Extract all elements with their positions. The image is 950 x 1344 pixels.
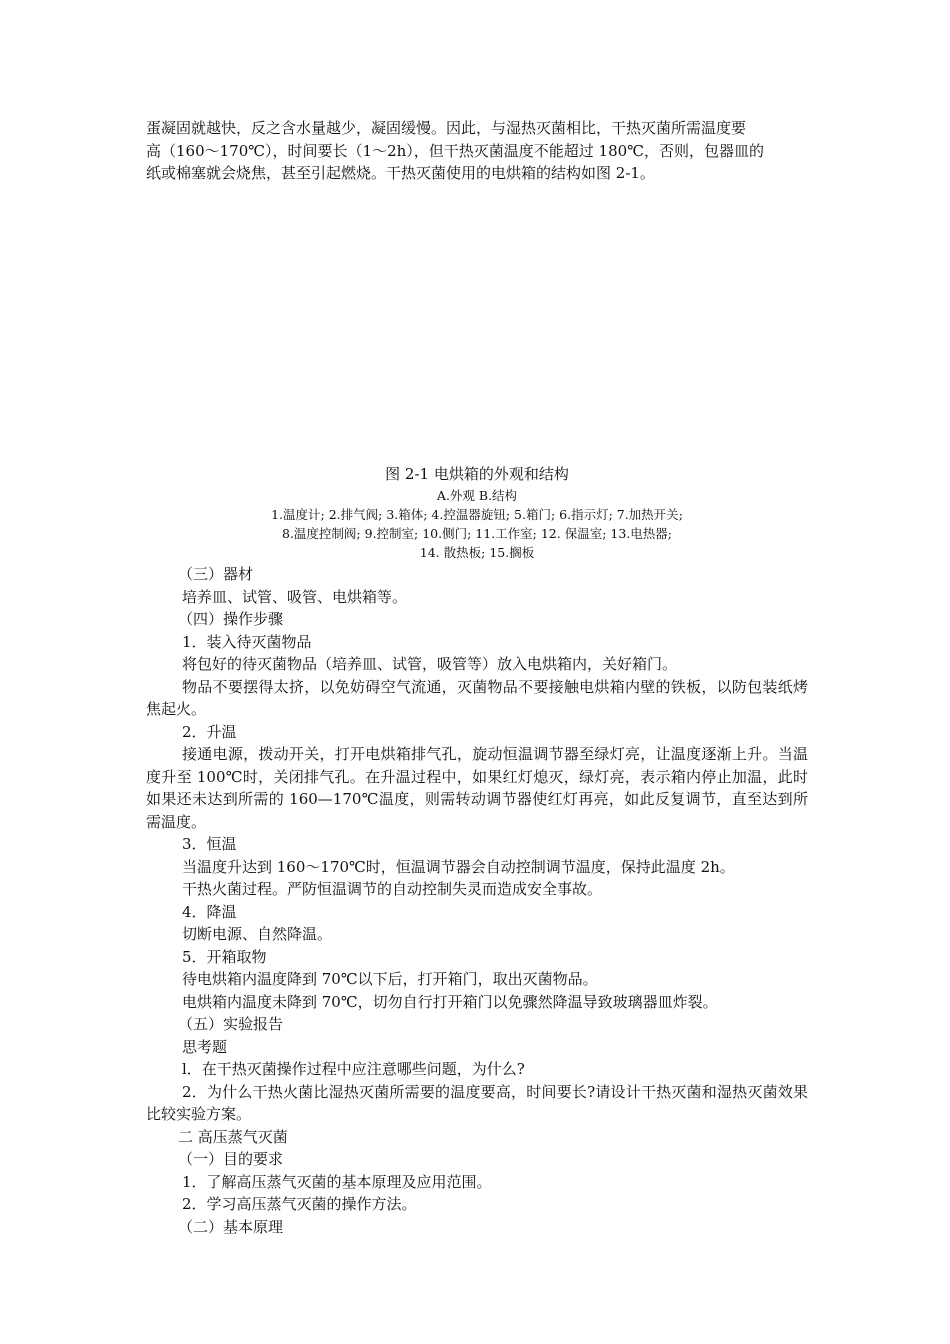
figure-subtitle: A.外观 B.结构 [436,488,518,503]
list-item: 2．学习高压蒸气灭菌的操作方法。 [182,1195,417,1213]
paragraph: 电烘箱内温度未降到 70℃，切勿自行打开箱门以免骤然降温导致玻璃器皿炸裂。 [182,992,718,1011]
paragraph: 培养皿、试管、吸管、电烘箱等。 [182,587,408,606]
step-heading: 2．升温 [182,722,237,741]
step-heading: 5．开箱取物 [182,947,267,966]
section-heading: （五）实验报告 [178,1015,284,1033]
section-heading: （四）操作步骤 [178,610,284,628]
intro-line: 纸或棉塞就会烧焦，甚至引起燃烧。干热灭菌使用的电烘箱的结构如图 2-1。 [146,164,655,182]
figure-legend-line: 1.温度计; 2.排气阀; 3.箱体; 4.控温器旋钮; 5.箱门; 6.指示灯; 7.加热开关; [271,507,683,522]
intro-line: 高（160～170℃），时间要长（1～2h），但干热灭菌温度不能超过 180℃，否则，包器皿的 [146,141,764,160]
paragraph: 干热火菌过程。严防恒温调节的自动控制失灵而造成安全事故。 [182,880,603,898]
paragraph: 当温度升达到 160～170℃时，恒温调节器会自动控制调节温度，保持此温度 2h。 [182,857,735,876]
document-body [146,563,808,1238]
section-heading: （一）目的要求 [178,1150,284,1168]
paragraph: 将包好的待灭菌物品（培养皿、试管，吸管等）放入电烘箱内，关好箱门。 [182,655,678,673]
paragraph: 接通电源，拨动开关，打开电烘箱排气孔，旋动恒温调节器至绿灯亮，让温度逐渐上升。当温度升至 100℃时，关闭排气孔。在升温过程中，如果红灯熄灭，绿灯亮，表示箱内停止加温，此时如果还未达到所需的 160—170℃温度，则需转动调节器使红灯再亮，如此反复调节，直至达到所需温度。 [146,745,808,831]
subheading: 思考题 [182,1037,228,1056]
paragraph: 待电烘箱内温度降到 70℃以下后，打开箱门，取出灭菌物品。 [182,970,598,988]
part-heading: 二 高压蒸气灭菌 [178,1127,288,1146]
step-heading: 3．恒温 [182,835,237,853]
step-heading: 1．装入待灭菌物品 [182,632,312,651]
figure-title: 图 2-1 电烘箱的外观和结构 [385,465,569,483]
question: 2．为什么干热火菌比湿热灭菌所需要的温度要高，时间要长?请设计干热灭菌和湿热灭菌效果比较实验方案。 [146,1082,808,1123]
section-heading: （二）基本原理 [178,1217,284,1236]
question: l．在干热灭菌操作过程中应注意哪些问题，为什么? [182,1060,525,1078]
intro-line: 蛋凝固就越快，反之含水量越少，凝固缓慢。因此，与湿热灭菌相比，干热灭菌所需温度要 [146,119,747,137]
intro-paragraph [146,117,808,185]
figure-caption [146,462,808,562]
list-item: 1．了解高压蒸气灭菌的基本原理及应用范围。 [182,1172,492,1191]
section-heading: （三）器材 [178,565,254,583]
paragraph: 物品不要摆得太挤，以免妨碍空气流通，灭菌物品不要接触电烘箱内壁的铁板，以防包装纸烤焦起火。 [146,677,808,718]
paragraph: 切断电源、自然降温。 [182,925,333,943]
figure-placeholder [146,200,808,455]
step-heading: 4．降温 [182,902,237,921]
figure-legend-line: 8.温度控制阀; 9.控制室; 10.侧门; 11.工作室; 12. 保温室; 13.电热器; [282,526,672,541]
figure-legend-line: 14. 散热板; 15.搁板 [419,545,535,560]
